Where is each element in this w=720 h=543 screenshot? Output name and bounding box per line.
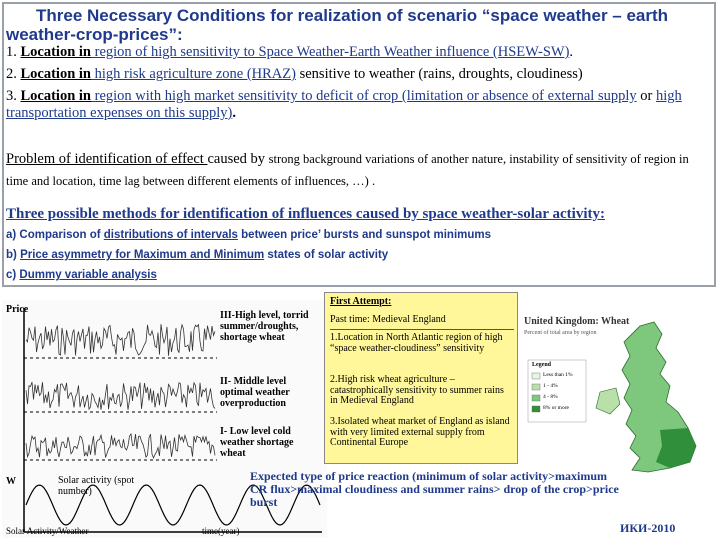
price-band-low: [26, 434, 215, 458]
legend-label-3: 4 - 8%: [543, 394, 558, 400]
legend-label-2: 1 - 4%: [543, 383, 558, 389]
attempt-item-2: 2.High risk wheat agriculture – catastrophically sensitivity to summer rains in Medieval England: [330, 374, 504, 406]
level-i-label: I- Low level cold weather shortage wheat: [220, 426, 294, 459]
slide-title: Three Necessary Conditions for realization of scenario “space weather – earth weather-crop-prices”:: [6, 6, 669, 44]
legend-swatch-1: [532, 373, 540, 379]
price-band-high: [26, 324, 215, 356]
high-wheat-region: [656, 428, 696, 468]
price-band-middle: [26, 382, 215, 410]
attempt-item-3: 3.Isolated wheat market of England as island with very limited external supply from Continental Europe: [330, 416, 510, 448]
footer-iki: ИКИ-2010: [620, 521, 676, 535]
map-subtitle: Percent of total area by region: [524, 330, 597, 336]
level-ii-label: II- Middle level optimal weather overproduction: [220, 376, 290, 409]
w-axis-label: W: [6, 476, 16, 487]
legend-box: [528, 360, 586, 422]
legend-label-1: Less than 1%: [543, 372, 573, 378]
map-title: United Kingdom: Wheat: [524, 316, 630, 327]
uk-wheat-map: [520, 312, 716, 482]
condition-1: 1. Location in region of high sensitivity to Space Weather-Earth Weather influence (HSEW-SW).: [6, 44, 574, 60]
attempt-past: Past time: Medieval England: [330, 315, 514, 330]
method-a: a) Comparison of distributions of intervals between price’ bursts and sunspot minimums: [6, 229, 492, 241]
expected-reaction: Expected type of price reaction (minimum of solar activity>maximum CR flux>maximal cloudiness and summer rains> drop of the crop>price burst: [250, 469, 619, 509]
attempt-title: First Attempt:: [330, 296, 392, 307]
condition-3: 3. Location in region with high market sensitivity to deficit of crop (limitation or absence of external supply or high transportation expenses on this supply).: [6, 88, 682, 121]
legend-swatch-4: [532, 406, 540, 412]
level-iii-label: III-High level, torrid summer/droughts, shortage wheat: [220, 310, 309, 343]
solar-activity-label: Solar activity (spot number): [58, 475, 135, 497]
first-attempt-box: [324, 292, 518, 464]
method-b: b) Price asymmetry for Maximum and Minimum states of solar activity: [6, 249, 389, 261]
method-c: c) Dummy variable analysis: [6, 269, 157, 281]
legend-swatch-3: [532, 395, 540, 401]
legend-title: Legend: [532, 362, 552, 368]
methods-header: Three possible methods for identification of influences caused by space weather-solar activity:: [6, 206, 605, 222]
x-axis-right-label: time(year): [202, 526, 240, 536]
attempt-item-1: 1.Location in North Atlantic region of high “space weather-cloudiness” sensitivity: [330, 332, 503, 354]
price-axis-label: Price: [6, 304, 29, 315]
condition-2: 2. Location in high risk agriculture zone (HRAZ) sensitive to weather (rains, droughts, cloudiness): [6, 66, 583, 82]
problem-statement: Problem of identification of effect caused by strong background variations of another nature, instability of sensitivity of region in time and location, time lag between different elements of influences, …) .: [6, 151, 689, 188]
x-axis-left-label: Solar Activity/Weather: [6, 526, 89, 536]
legend-label-4: 8% or more: [543, 405, 569, 411]
legend-swatch-2: [532, 384, 540, 390]
